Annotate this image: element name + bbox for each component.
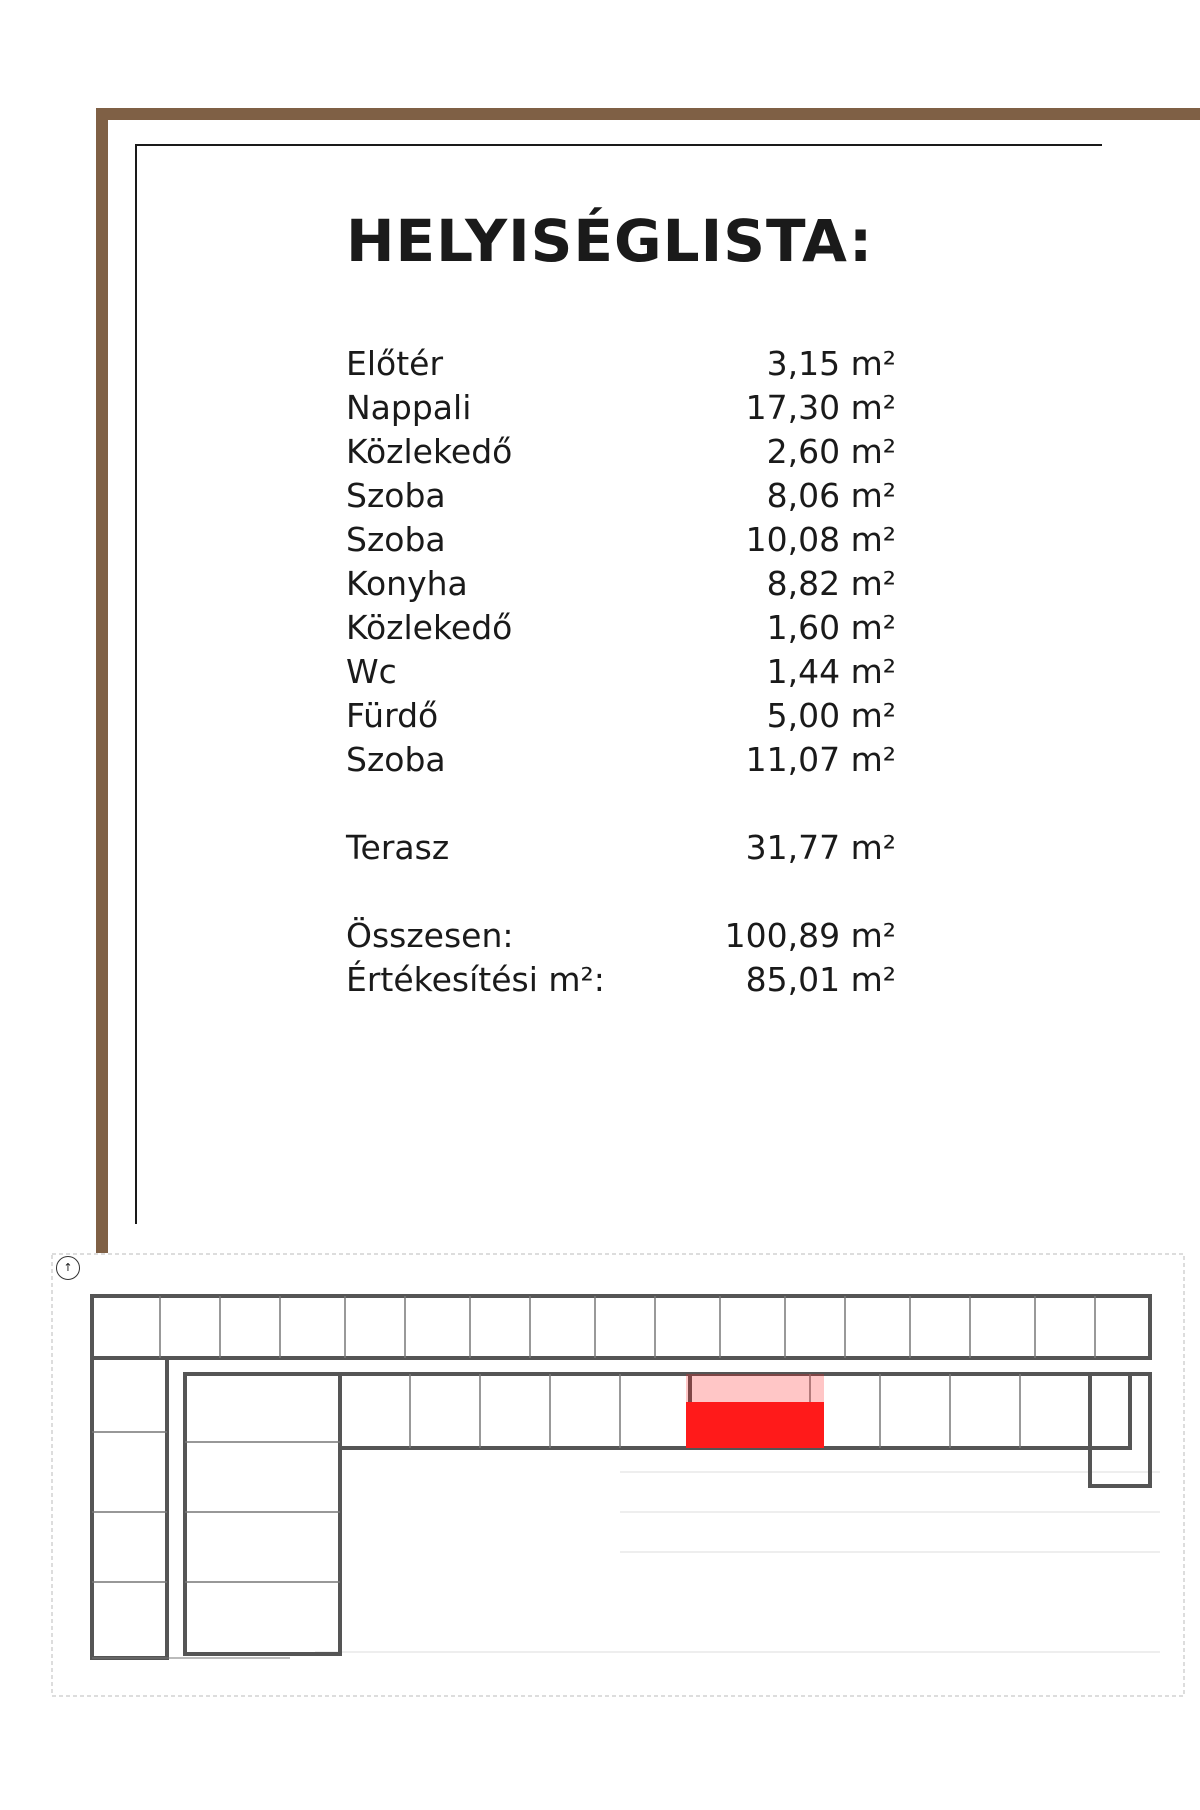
room-list: [346, 342, 896, 1002]
total-row: [346, 914, 896, 958]
room-area: 8,06 m²: [766, 476, 896, 515]
room-area: 5,00 m²: [766, 696, 896, 735]
room-area: 11,07 m²: [745, 740, 896, 779]
room-name: Konyha: [346, 564, 468, 603]
room-name: Szoba: [346, 476, 446, 515]
room-area: 1,60 m²: [766, 608, 896, 647]
room-row: [346, 650, 896, 694]
room-row: [346, 430, 896, 474]
frame-left-bar: [96, 108, 108, 1253]
total-area: 100,89 m²: [724, 916, 896, 955]
room-row: [346, 694, 896, 738]
saleable-row: [346, 958, 896, 1002]
room-area: 1,44 m²: [766, 652, 896, 691]
spacer: [346, 870, 896, 914]
terrace-name: Terasz: [346, 828, 450, 867]
highlighted-apartment: [686, 1402, 824, 1448]
room-area: 10,08 m²: [745, 520, 896, 559]
room-name: Szoba: [346, 520, 446, 559]
terrace-row: [346, 826, 896, 870]
inner-border-left: [135, 144, 137, 1224]
inner-border-top: [136, 144, 1102, 146]
room-row: [346, 562, 896, 606]
room-row: [346, 342, 896, 386]
total-label: Összesen:: [346, 916, 514, 955]
room-name: Wc: [346, 652, 397, 691]
frame-top-bar: [96, 108, 1200, 120]
room-row: [346, 386, 896, 430]
terrace-area: 31,77 m²: [745, 828, 896, 867]
room-name: Nappali: [346, 388, 472, 427]
room-area: 8,82 m²: [766, 564, 896, 603]
room-name: Közlekedő: [346, 608, 513, 647]
room-name: Előtér: [346, 344, 444, 383]
spacer: [346, 782, 896, 826]
room-area: 3,15 m²: [766, 344, 896, 383]
saleable-area: 85,01 m²: [745, 960, 896, 999]
room-row: [346, 518, 896, 562]
room-name: Fürdő: [346, 696, 439, 735]
room-name: Közlekedő: [346, 432, 513, 471]
page-title: HELYISÉGLISTA:: [346, 207, 874, 275]
room-row: [346, 738, 896, 782]
room-area: 17,30 m²: [745, 388, 896, 427]
saleable-label: Értékesítési m²:: [346, 960, 605, 999]
room-row: [346, 474, 896, 518]
floor-plan: [50, 1252, 1186, 1698]
room-row: [346, 606, 896, 650]
north-arrow-icon: ↑: [56, 1256, 80, 1280]
room-name: Szoba: [346, 740, 446, 779]
room-area: 2,60 m²: [766, 432, 896, 471]
